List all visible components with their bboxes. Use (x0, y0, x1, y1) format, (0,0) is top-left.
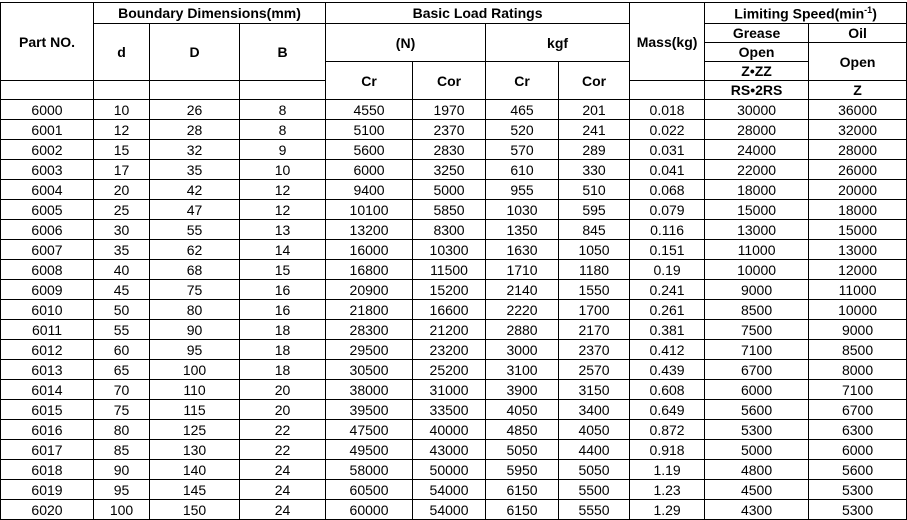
cell-B: 20 (240, 380, 326, 400)
cell-part_no: 6001 (1, 120, 94, 140)
cell-cor_kgf: 1700 (559, 300, 630, 320)
outer-d-spacer (150, 81, 240, 100)
newton-unit-header: (N) (326, 24, 486, 62)
cell-D: 47 (150, 200, 240, 220)
cell-part_no: 6014 (1, 380, 94, 400)
bearing-spec-table (0, 2, 907, 520)
cell-mass: 1.23 (630, 480, 705, 500)
cell-D: 28 (150, 120, 240, 140)
cell-B: 16 (240, 300, 326, 320)
cell-cr_n: 28300 (326, 320, 413, 340)
table-row (1, 180, 907, 200)
cell-cr_kgf: 2220 (486, 300, 559, 320)
cell-mass: 1.19 (630, 460, 705, 480)
cell-cor_n: 15200 (413, 280, 486, 300)
cell-oil: 9000 (809, 320, 907, 340)
cell-d: 55 (94, 320, 150, 340)
oil-header: Oil (809, 24, 907, 43)
cell-B: 8 (240, 120, 326, 140)
cell-B: 8 (240, 100, 326, 120)
cell-cor_kgf: 1180 (559, 260, 630, 280)
cell-grease: 10000 (705, 260, 809, 280)
cell-grease: 24000 (705, 140, 809, 160)
cell-cr_n: 5100 (326, 120, 413, 140)
cell-mass: 0.041 (630, 160, 705, 180)
cell-cr_n: 49500 (326, 440, 413, 460)
cell-cor_n: 50000 (413, 460, 486, 480)
table-row (1, 140, 907, 160)
cell-cr_n: 5600 (326, 140, 413, 160)
cell-B: 14 (240, 240, 326, 260)
cell-cr_n: 9400 (326, 180, 413, 200)
cell-cr_n: 20900 (326, 280, 413, 300)
oil-open-header: Open (809, 43, 907, 81)
cell-cor_kgf: 595 (559, 200, 630, 220)
cell-cor_n: 54000 (413, 480, 486, 500)
table-body (1, 100, 907, 520)
table-row (1, 440, 907, 460)
cell-cr_kgf: 1630 (486, 240, 559, 260)
cell-B: 18 (240, 360, 326, 380)
cell-cr_kgf: 465 (486, 100, 559, 120)
cell-part_no: 6016 (1, 420, 94, 440)
cell-grease: 7500 (705, 320, 809, 340)
cell-grease: 6000 (705, 380, 809, 400)
cell-cr_kgf: 4050 (486, 400, 559, 420)
limiting-speed-exponent: -1 (864, 4, 873, 15)
cell-mass: 0.022 (630, 120, 705, 140)
cell-part_no: 6005 (1, 200, 94, 220)
cell-mass: 0.649 (630, 400, 705, 420)
cell-grease: 9000 (705, 280, 809, 300)
cell-part_no: 6006 (1, 220, 94, 240)
cell-oil: 6300 (809, 420, 907, 440)
cell-grease: 4800 (705, 460, 809, 480)
grease-header: Grease (705, 24, 809, 43)
limiting-speed-label: Limiting Speed(min (734, 5, 865, 22)
cell-grease: 6700 (705, 360, 809, 380)
cell-cor_kgf: 2370 (559, 340, 630, 360)
cell-B: 22 (240, 420, 326, 440)
table-row (1, 420, 907, 440)
cell-D: 150 (150, 500, 240, 520)
limiting-speed-close: ) (872, 5, 877, 22)
cell-cor_n: 3250 (413, 160, 486, 180)
limiting-speed-header (705, 3, 907, 24)
cell-part_no: 6004 (1, 180, 94, 200)
cell-B: 18 (240, 340, 326, 360)
table-row (1, 340, 907, 360)
basic-load-ratings-header: Basic Load Ratings (326, 3, 630, 24)
cell-cr_kgf: 3100 (486, 360, 559, 380)
cell-D: 55 (150, 220, 240, 240)
cell-B: 24 (240, 480, 326, 500)
cell-cor_kgf: 4050 (559, 420, 630, 440)
cell-cr_n: 16800 (326, 260, 413, 280)
cell-B: 22 (240, 440, 326, 460)
cell-part_no: 6003 (1, 160, 94, 180)
cell-grease: 5300 (705, 420, 809, 440)
table-row (1, 480, 907, 500)
cell-cr_n: 30500 (326, 360, 413, 380)
cell-D: 115 (150, 400, 240, 420)
cell-cr_kgf: 570 (486, 140, 559, 160)
cell-D: 80 (150, 300, 240, 320)
cell-oil: 5300 (809, 500, 907, 520)
cell-oil: 26000 (809, 160, 907, 180)
table-row (1, 280, 907, 300)
cell-D: 62 (150, 240, 240, 260)
cell-cor_kgf: 241 (559, 120, 630, 140)
cell-B: 10 (240, 160, 326, 180)
table-row (1, 320, 907, 340)
cr-n-header: Cr (326, 62, 413, 100)
cell-mass: 0.412 (630, 340, 705, 360)
cell-B: 20 (240, 400, 326, 420)
cell-cor_kgf: 3400 (559, 400, 630, 420)
cell-cor_kgf: 1050 (559, 240, 630, 260)
cell-D: 35 (150, 160, 240, 180)
cell-cor_n: 54000 (413, 500, 486, 520)
d-spacer (94, 81, 150, 100)
cell-cr_kgf: 3000 (486, 340, 559, 360)
cell-cr_n: 6000 (326, 160, 413, 180)
cell-B: 15 (240, 260, 326, 280)
cell-B: 9 (240, 140, 326, 160)
cell-cr_n: 4550 (326, 100, 413, 120)
cell-cr_kgf: 2880 (486, 320, 559, 340)
cell-grease: 4500 (705, 480, 809, 500)
cell-part_no: 6019 (1, 480, 94, 500)
cell-mass: 0.608 (630, 380, 705, 400)
cell-mass: 0.116 (630, 220, 705, 240)
cell-cr_n: 13200 (326, 220, 413, 240)
cell-d: 65 (94, 360, 150, 380)
cell-oil: 11000 (809, 280, 907, 300)
cell-mass: 0.872 (630, 420, 705, 440)
cell-mass: 0.381 (630, 320, 705, 340)
table-row (1, 360, 907, 380)
mass-spacer (630, 81, 705, 100)
kgf-unit-header: kgf (486, 24, 630, 62)
cell-part_no: 6012 (1, 340, 94, 360)
cell-d: 80 (94, 420, 150, 440)
cell-B: 12 (240, 180, 326, 200)
d-header: d (94, 24, 150, 81)
cell-d: 95 (94, 480, 150, 500)
cell-D: 32 (150, 140, 240, 160)
table-row (1, 220, 907, 240)
cell-cor_n: 21200 (413, 320, 486, 340)
cell-grease: 7100 (705, 340, 809, 360)
cell-cr_kgf: 1350 (486, 220, 559, 240)
table-row (1, 300, 907, 320)
cell-cr_n: 16000 (326, 240, 413, 260)
b-spacer (240, 81, 326, 100)
cell-cor_kgf: 3150 (559, 380, 630, 400)
cell-cor_n: 2370 (413, 120, 486, 140)
cell-d: 85 (94, 440, 150, 460)
cell-grease: 15000 (705, 200, 809, 220)
cell-d: 45 (94, 280, 150, 300)
grease-zzz-header: Z•ZZ (705, 62, 809, 81)
mass-header: Mass(kg) (630, 3, 705, 81)
b-header: B (240, 24, 326, 81)
cell-cr_n: 38000 (326, 380, 413, 400)
cell-d: 100 (94, 500, 150, 520)
cell-cr_n: 39500 (326, 400, 413, 420)
cell-cor_n: 2830 (413, 140, 486, 160)
cell-cor_kgf: 330 (559, 160, 630, 180)
cell-cr_kgf: 610 (486, 160, 559, 180)
cell-cor_n: 25200 (413, 360, 486, 380)
cell-cor_n: 23200 (413, 340, 486, 360)
cell-oil: 6000 (809, 440, 907, 460)
cell-B: 18 (240, 320, 326, 340)
cell-d: 30 (94, 220, 150, 240)
cell-cr_n: 60000 (326, 500, 413, 520)
cell-cr_kgf: 6150 (486, 500, 559, 520)
cell-oil: 36000 (809, 100, 907, 120)
cell-d: 15 (94, 140, 150, 160)
cell-mass: 0.018 (630, 100, 705, 120)
cell-cr_n: 60500 (326, 480, 413, 500)
grease-open-header: Open (705, 43, 809, 62)
cell-B: 24 (240, 460, 326, 480)
outer-d-header: D (150, 24, 240, 81)
cell-cr_n: 29500 (326, 340, 413, 360)
cell-D: 140 (150, 460, 240, 480)
table-row (1, 100, 907, 120)
cell-cor_kgf: 5550 (559, 500, 630, 520)
cell-D: 42 (150, 180, 240, 200)
cell-D: 125 (150, 420, 240, 440)
cell-part_no: 6008 (1, 260, 94, 280)
cell-part_no: 6013 (1, 360, 94, 380)
cell-mass: 0.151 (630, 240, 705, 260)
cell-grease: 13000 (705, 220, 809, 240)
cell-oil: 5600 (809, 460, 907, 480)
cell-grease: 8500 (705, 300, 809, 320)
cell-D: 95 (150, 340, 240, 360)
cell-D: 100 (150, 360, 240, 380)
cell-mass: 0.079 (630, 200, 705, 220)
cell-oil: 18000 (809, 200, 907, 220)
cell-cr_kgf: 4850 (486, 420, 559, 440)
cell-grease: 22000 (705, 160, 809, 180)
table-row (1, 200, 907, 220)
cell-cr_kgf: 6150 (486, 480, 559, 500)
boundary-dimensions-header: Boundary Dimensions(mm) (94, 3, 326, 24)
cor-n-header: Cor (413, 62, 486, 100)
cell-oil: 32000 (809, 120, 907, 140)
cell-cor_kgf: 5050 (559, 460, 630, 480)
cell-d: 25 (94, 200, 150, 220)
table-row (1, 460, 907, 480)
cell-grease: 4300 (705, 500, 809, 520)
cell-part_no: 6018 (1, 460, 94, 480)
cell-d: 40 (94, 260, 150, 280)
cell-mass: 0.261 (630, 300, 705, 320)
cell-oil: 15000 (809, 220, 907, 240)
cell-d: 17 (94, 160, 150, 180)
cell-part_no: 6009 (1, 280, 94, 300)
cell-d: 20 (94, 180, 150, 200)
cell-D: 145 (150, 480, 240, 500)
cell-d: 75 (94, 400, 150, 420)
cell-cr_kgf: 955 (486, 180, 559, 200)
cell-mass: 0.241 (630, 280, 705, 300)
cell-cor_kgf: 2570 (559, 360, 630, 380)
cell-cor_n: 10300 (413, 240, 486, 260)
cell-oil: 20000 (809, 180, 907, 200)
grease-rs-header: RS•2RS (705, 81, 809, 100)
table-row (1, 120, 907, 140)
cell-grease: 5000 (705, 440, 809, 460)
oil-z-header: Z (809, 81, 907, 100)
cell-B: 16 (240, 280, 326, 300)
cell-d: 60 (94, 340, 150, 360)
cell-cor_n: 40000 (413, 420, 486, 440)
cell-B: 13 (240, 220, 326, 240)
cell-d: 10 (94, 100, 150, 120)
cell-cor_kgf: 289 (559, 140, 630, 160)
cell-cor_kgf: 1550 (559, 280, 630, 300)
cell-cr_n: 47500 (326, 420, 413, 440)
table-row (1, 380, 907, 400)
cell-D: 26 (150, 100, 240, 120)
cell-d: 90 (94, 460, 150, 480)
cell-cr_n: 58000 (326, 460, 413, 480)
cell-D: 110 (150, 380, 240, 400)
cell-grease: 28000 (705, 120, 809, 140)
cell-cor_kgf: 4400 (559, 440, 630, 460)
cell-part_no: 6000 (1, 100, 94, 120)
cell-part_no: 6017 (1, 440, 94, 460)
cell-oil: 6700 (809, 400, 907, 420)
cell-cor_kgf: 201 (559, 100, 630, 120)
cell-cor_n: 31000 (413, 380, 486, 400)
cell-part_no: 6010 (1, 300, 94, 320)
cell-cor_n: 1970 (413, 100, 486, 120)
cell-grease: 5600 (705, 400, 809, 420)
cell-part_no: 6002 (1, 140, 94, 160)
cell-part_no: 6007 (1, 240, 94, 260)
table-row (1, 500, 907, 520)
cell-d: 70 (94, 380, 150, 400)
cell-mass: 0.068 (630, 180, 705, 200)
cell-cr_kgf: 2140 (486, 280, 559, 300)
cell-mass: 0.031 (630, 140, 705, 160)
table-row (1, 400, 907, 420)
cell-d: 35 (94, 240, 150, 260)
cell-cr_kgf: 5050 (486, 440, 559, 460)
table-row (1, 240, 907, 260)
cell-oil: 5300 (809, 480, 907, 500)
cell-part_no: 6015 (1, 400, 94, 420)
table-row (1, 160, 907, 180)
cell-cor_kgf: 5500 (559, 480, 630, 500)
cell-mass: 1.29 (630, 500, 705, 520)
cell-cr_n: 21800 (326, 300, 413, 320)
cell-cr_kgf: 1030 (486, 200, 559, 220)
cell-oil: 28000 (809, 140, 907, 160)
cell-oil: 8500 (809, 340, 907, 360)
cell-cor_n: 43000 (413, 440, 486, 460)
cell-D: 68 (150, 260, 240, 280)
cell-part_no: 6020 (1, 500, 94, 520)
cell-oil: 10000 (809, 300, 907, 320)
cell-cor_n: 33500 (413, 400, 486, 420)
cell-mass: 0.439 (630, 360, 705, 380)
cell-cor_kgf: 845 (559, 220, 630, 240)
cell-D: 75 (150, 280, 240, 300)
cell-B: 12 (240, 200, 326, 220)
cell-oil: 13000 (809, 240, 907, 260)
cell-part_no: 6011 (1, 320, 94, 340)
cell-cr_kgf: 3900 (486, 380, 559, 400)
cell-cr_kgf: 1710 (486, 260, 559, 280)
cell-B: 24 (240, 500, 326, 520)
cell-cor_n: 5000 (413, 180, 486, 200)
cell-grease: 18000 (705, 180, 809, 200)
cr-kgf-header: Cr (486, 62, 559, 100)
part-no-header: Part NO. (1, 3, 94, 81)
cell-cor_kgf: 510 (559, 180, 630, 200)
cell-d: 12 (94, 120, 150, 140)
cell-cor_n: 11500 (413, 260, 486, 280)
cell-oil: 8000 (809, 360, 907, 380)
cell-mass: 0.19 (630, 260, 705, 280)
cell-D: 130 (150, 440, 240, 460)
table-row (1, 260, 907, 280)
cell-cor_kgf: 2170 (559, 320, 630, 340)
part-no-spacer (1, 81, 94, 100)
cell-cr_kgf: 520 (486, 120, 559, 140)
cell-cr_n: 10100 (326, 200, 413, 220)
cell-d: 50 (94, 300, 150, 320)
cell-cor_n: 8300 (413, 220, 486, 240)
cell-cor_n: 16600 (413, 300, 486, 320)
cell-cr_kgf: 5950 (486, 460, 559, 480)
cell-grease: 30000 (705, 100, 809, 120)
cor-kgf-header: Cor (559, 62, 630, 100)
cell-D: 90 (150, 320, 240, 340)
cell-oil: 12000 (809, 260, 907, 280)
cell-mass: 0.918 (630, 440, 705, 460)
cell-grease: 11000 (705, 240, 809, 260)
cell-oil: 7100 (809, 380, 907, 400)
table-header (1, 3, 907, 100)
cell-cor_n: 5850 (413, 200, 486, 220)
